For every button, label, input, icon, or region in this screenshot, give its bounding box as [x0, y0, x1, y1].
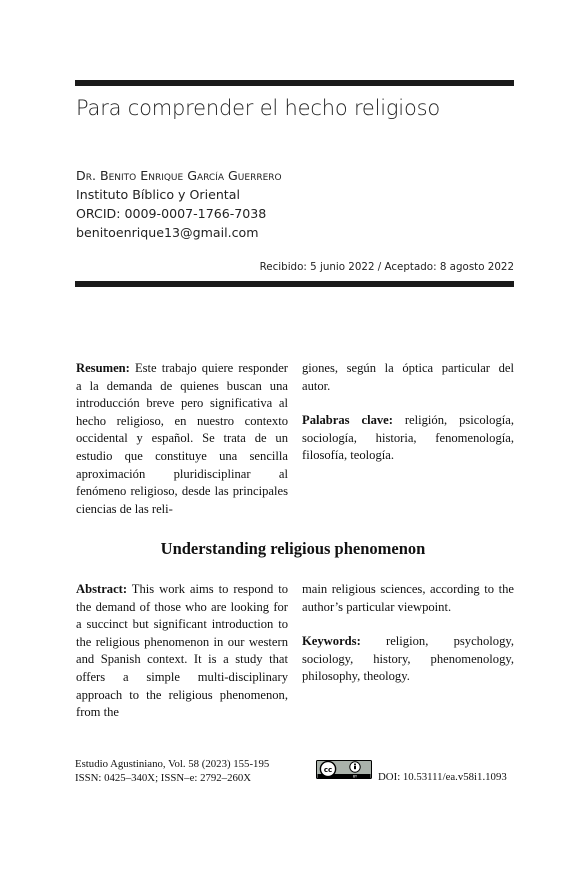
received-accepted-dates: Recibido: 5 junio 2022 / Aceptado: 8 agosto 2022: [259, 261, 514, 273]
author-name: Dr. Benito Enrique García Guerrero: [76, 168, 282, 183]
author-block: [76, 166, 282, 242]
abstract-label: Abstract:: [76, 582, 128, 596]
svg-text:cc: cc: [323, 765, 333, 774]
resumen-label: Resumen:: [76, 361, 130, 375]
palabras-clave-label: Palabras clave:: [302, 413, 393, 428]
journal-issn: ISSN: 0425–340X; ISSN–e: 2792–260X: [75, 771, 252, 784]
resumen-text: Este trabajo quiere responder a la demanda de quienes buscan una introducción breve pero significativa al hecho religioso, en nuestro contexto occidental y español. Se trata de un estudio que constituye una sencilla aproximación pluridisciplinar al fenómeno religioso, desde las principales ciencias de las reli-: [76, 361, 288, 516]
cc-by-label: BY: [352, 774, 358, 779]
header-bottom-rule: [75, 281, 514, 287]
author-email[interactable]: benitoenrique13@gmail.com: [76, 225, 259, 240]
resumen-column-2: [302, 360, 514, 465]
abstract-column-1: [76, 581, 288, 722]
resumen-column-1: [76, 360, 288, 518]
author-institution: Instituto Bíblico y Oriental: [76, 187, 240, 202]
palabras-clave: religión, psicología, sociología, historia, fenomenología, filosofía, teología.: [302, 413, 514, 463]
page-title: Para comprender el hecho religioso: [76, 96, 440, 120]
top-rule: [75, 80, 514, 86]
abstract-text-continued: main religious sciences, according to the author’s particular viewpoint.: [302, 582, 514, 614]
journal-citation: Estudio Agustiniano, Vol. 58 (2023) 155-195: [75, 758, 270, 770]
doi-link[interactable]: DOI: 10.53111/ea.v58i1.1093: [378, 771, 507, 783]
resumen-text-continued: giones, según la óptica particular del autor.: [302, 361, 514, 393]
author-orcid: ORCID: 0009-0007-1766-7038: [76, 206, 267, 221]
abstract-text: This work aims to respond to the demand of those who are looking for a succinct but significant introduction to the religious phenomenon in our western and Spanish context. It is a study that offers a simple multi-disciplinary approach to the religious phenomenon, from the: [76, 582, 288, 720]
abstract-column-2: [302, 581, 514, 686]
keywords-label: Keywords:: [302, 634, 361, 649]
journal-footer: [75, 758, 269, 785]
english-title: Understanding religious phenomenon: [160, 539, 426, 558]
cc-by-icon[interactable]: [316, 760, 372, 779]
keywords: religion, psychology, sociology, history, phenomenology, philosophy, theology.: [302, 634, 514, 684]
